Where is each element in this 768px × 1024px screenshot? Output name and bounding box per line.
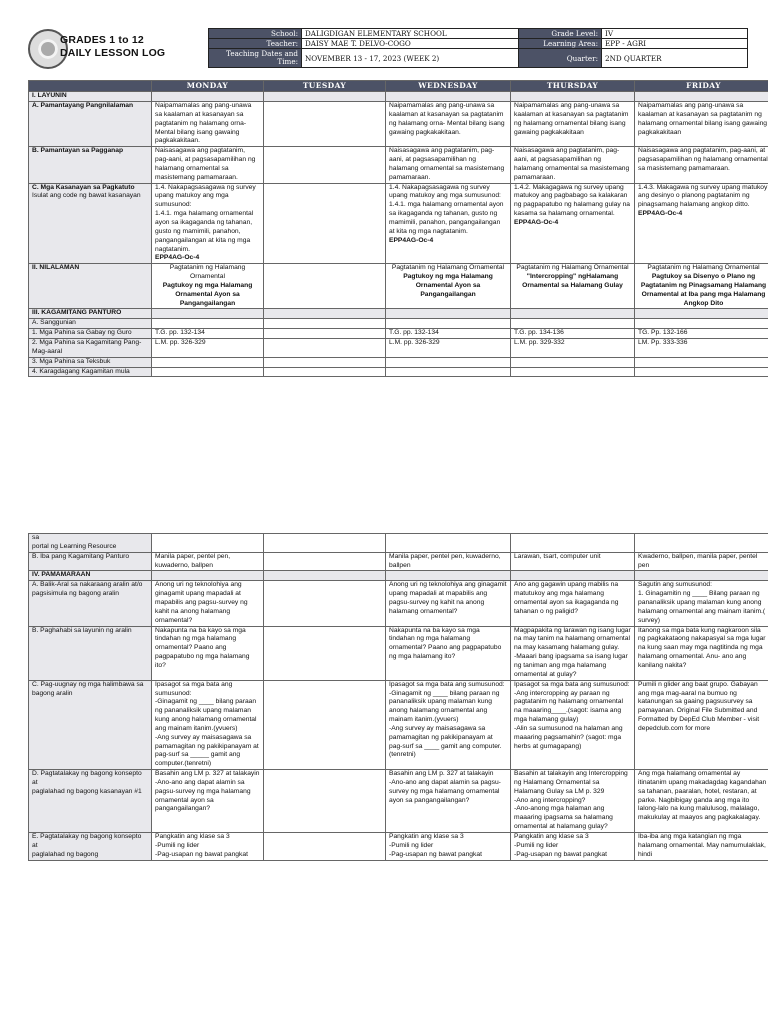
row-label-text: A. Balik-Aral sa nakaraang aralin at/o pagsisimula ng bagong aralin xyxy=(32,581,143,598)
row-label-text: 2. Mga Pahina sa Kagamitang Pang- Mag-aaral xyxy=(32,339,142,355)
cell-monday xyxy=(152,680,264,769)
row-label-text: sa portal ng Learning Resource xyxy=(32,534,117,550)
cell-text: LM. Pp. 333-336 xyxy=(638,339,688,347)
day-header-friday: FRIDAY xyxy=(635,81,768,92)
table-row xyxy=(29,102,768,147)
section-label: I. LAYUNIN xyxy=(29,92,152,102)
cell-thursday xyxy=(511,319,635,329)
row-label-text: 1. Mga Pahina sa Gabay ng Guro xyxy=(32,329,132,337)
row-label-text: B. Paghahabi sa layunin ng aralin xyxy=(32,626,132,634)
cell-text: Naipamamalas ang pang-unawa sa kaalaman at kasanayan sa pagtatanim ng halamang orna- Mental bilang isang gawaing pagkakakitaan. xyxy=(389,102,505,136)
content-subtopic: Pagtukoy ng mga Halamang Ornamental Ayon sa Pangangailangan xyxy=(162,281,253,307)
cell-thursday xyxy=(511,833,635,861)
cell-text: 1.4.2. Makagagawa ng survey upang matukoy ang pagbabago sa kalakaran ng pagpapatubo ng halamang gulay na kasama sa halamang ornamental. xyxy=(514,183,631,218)
row-label xyxy=(29,534,152,553)
cell-text: Iba-iba ang mga katangian ng mga halamang ornamental. May namumulaklak, hindi xyxy=(638,833,766,858)
cell-tuesday xyxy=(264,680,386,769)
cell-text: Naisasagawa ang pagtatanim, pag-aani, at pagsasapamilihan ng halamang ornamental sa masistemang pamamaraan. xyxy=(389,147,505,181)
cell-text: Naipamamalas ang pang-unawa sa kaalaman at kasanayan sa pagtatanim ng halamang ornamental bilang isang gawaing pagkakakitaan xyxy=(514,102,629,136)
content-subtopic: Pagtukoy sa Disenyo o Plano ng Pagtatanim ng Pinagsamang Halamang Ornamental at Iba pang mga Halamang Angkop Dito xyxy=(640,273,767,307)
cell-wednesday xyxy=(386,339,511,358)
row-label xyxy=(29,319,152,329)
row-label-text: C. Mga Kasanayan sa Pagkatuto xyxy=(32,183,135,191)
cell-tuesday xyxy=(264,102,386,147)
table-row xyxy=(29,534,768,553)
cell-text: Naipamamalas ang pang-unawa sa kaalaman at kasanayan sa pagtatanim ng halamang orna- Mental bilang isang gawaing pagkakakitaan. xyxy=(155,102,252,145)
cell-thursday xyxy=(511,770,635,833)
competency-code: EPP4AG-Oc-4 xyxy=(514,218,559,226)
cell-text: Ang mga halamang ornamental ay itinatanim upang makadagdag kagandahan sa tahanan, paaralan, hotel, restaran, at parke. Nagbibigay ganda ang mga ito lalong-lalo na kung malulusog, malalago, makukulay at maayos ang pagkakalagay. xyxy=(638,770,767,822)
section-blank-cell xyxy=(264,309,386,319)
grade-level-label: Grade Level: xyxy=(519,29,602,39)
cell-monday xyxy=(152,357,264,367)
cell-text: 1.4.3. Makagawa ng survey upang matukoy ang desinyo o planong pagtatanim ng pinagsamang halamang angkop ditto. xyxy=(638,183,768,209)
cell-friday xyxy=(635,626,768,680)
cell-tuesday xyxy=(264,552,386,571)
cell-text: Ipasagot sa mga bata ang sumusunod: -Ang intercropping ay paraan ng pagtatanim ng halamang ornamental na maaaring____.(sagot: isama ang mga halamang gulay) -Alin sa sumusunod na halaman ang maaaring pagsamahin? (sagot: mga herbs at gumagapang) xyxy=(514,680,630,750)
cell-tuesday xyxy=(264,367,386,377)
cell-monday xyxy=(152,770,264,833)
cell-monday xyxy=(152,147,264,183)
section-label: III. KAGAMITANG PANTURO xyxy=(29,309,152,319)
row-label xyxy=(29,367,152,377)
cell-monday xyxy=(152,329,264,339)
learning-area-value: EPP - AGRI xyxy=(602,39,748,49)
section-blank-cell xyxy=(635,571,768,581)
cell-thursday xyxy=(511,102,635,147)
cell-thursday xyxy=(511,626,635,680)
cell-text: T.G. pp. 132-134 xyxy=(155,329,205,337)
cell-wednesday xyxy=(386,626,511,680)
section-label: II. NILALAMAN xyxy=(29,264,152,309)
title-grades: GRADES 1 to 12 xyxy=(60,34,144,46)
grade-level-value: IV xyxy=(602,29,748,39)
cell-tuesday xyxy=(264,581,386,626)
cell-text: Nakapunta na ba kayo sa mga tindahan ng mga halamang ornamental? Paano ang pagpapatubo ng mga halamang ito? xyxy=(389,626,502,661)
cell-text: Pangkatin ang klase sa 3 -Pumili ng lider -Pag-usapan ng bawat pangkat xyxy=(514,833,607,858)
table-row xyxy=(29,833,768,861)
row-label-text: B. Pamantayan sa Pagganap xyxy=(32,147,124,155)
cell-wednesday xyxy=(386,329,511,339)
cell-text: Naisasagawa ang pagtatanim, pag-aani, at pagsasapamilihan ng halamang ornamental sa masistemang pamamaraan. xyxy=(638,147,768,172)
cell-friday xyxy=(635,552,768,571)
cell-friday xyxy=(635,534,768,553)
cell-thursday xyxy=(511,183,635,264)
cell-thursday xyxy=(511,367,635,377)
table-row xyxy=(29,264,768,309)
row-label-text: 4. Karagdagang Kagamitan mula xyxy=(32,367,130,375)
row-label xyxy=(29,357,152,367)
section-blank-cell xyxy=(511,309,635,319)
table-row xyxy=(29,339,768,358)
cell-text: Basahin at talakayin ang Intercropping ng Halamang Ornamental sa Halamang Gulay sa LM p. 329 -Ano ang intercropping? -Ano-anong mga halaman ang maaaring ipagsama sa halamang ornamental at halamang gulay? xyxy=(514,770,628,831)
table-row xyxy=(29,770,768,833)
table-row xyxy=(29,367,768,377)
cell-tuesday xyxy=(264,770,386,833)
day-header-wednesday: WEDNESDAY xyxy=(386,81,511,92)
row-label-text: A. Pamantayang Pangnilalaman xyxy=(32,102,134,109)
cell-text: Magpapakita ng larawan ng isang lugar na may tanim na halamang ornamental na may kasamang halamang gulay. -Maaari bang ipagsama sa isang lugar ng taniman ang mga halamang ornamental at gulay? xyxy=(514,626,631,678)
quarter-value: 2ND QUARTER xyxy=(602,49,748,68)
cell-thursday xyxy=(511,329,635,339)
cell-thursday xyxy=(511,552,635,571)
cell-text: L.M. pp. 326-329 xyxy=(389,339,440,347)
section-blank-cell xyxy=(152,309,264,319)
day-header-tuesday: TUESDAY xyxy=(264,81,386,92)
row-label xyxy=(29,552,152,571)
content-subtopic: "Intercropping" ngHalamang Ornamental sa Halamang Gulay xyxy=(522,273,623,289)
lesson-log-header xyxy=(28,28,768,76)
content-cell-monday xyxy=(152,264,264,309)
cell-wednesday xyxy=(386,367,511,377)
content-cell-tuesday xyxy=(264,264,386,309)
cell-friday xyxy=(635,770,768,833)
cell-text: TG. Pp. 132-166 xyxy=(638,329,688,337)
lesson-table-page2 xyxy=(28,533,768,861)
cell-text: Naipamamalas ang pang-unawa sa kaalaman at kasanayan sa pagtatanim ng halamang ornamental bilang isang gawaing pagkakakitaan xyxy=(638,102,768,136)
day-header-blank xyxy=(29,81,152,92)
cell-friday xyxy=(635,833,768,861)
cell-tuesday xyxy=(264,626,386,680)
cell-text: Larawan, tsart, computer unit xyxy=(514,552,601,560)
cell-tuesday xyxy=(264,339,386,358)
section-blank-cell xyxy=(152,92,264,102)
cell-text: Itanong sa mga bata kung nagkaroon sila ng pagkakataong nakapasyal sa mga lugar na kung saan may mga nagtitinda ng mga halamang ornamental. Anu- ano ang kanilang nakita? xyxy=(638,626,766,669)
section-blank-cell xyxy=(511,571,635,581)
row-label xyxy=(29,626,152,680)
cell-wednesday xyxy=(386,102,511,147)
cell-friday xyxy=(635,102,768,147)
cell-text: Pangkatin ang klase sa 3 -Pumili ng lider -Pag-usapan ng bawat pangkat xyxy=(155,833,248,858)
cell-text: Naisasagawa ang pagtatanim, pag-aani, at pagsasapamilihan ng halamang ornamental sa masistemang pamamaraan. xyxy=(155,147,256,181)
cell-text: 1.4. Nakapagsasagawa ng survey upang matukoy ang mga sumusunod: 1.4.1. mga halamang ornamental ayon sa ikagaganda ng tahanan, gusto ng mamimili, panahon, pangangailangan at kita ng mga nagtatanim. xyxy=(389,183,504,235)
cell-tuesday xyxy=(264,329,386,339)
cell-monday xyxy=(152,581,264,626)
section-blank-cell xyxy=(386,92,511,102)
section-blank-cell xyxy=(264,571,386,581)
quarter-label: Quarter: xyxy=(519,49,602,68)
competency-code: EPP4AG-Oc-4 xyxy=(389,236,434,244)
cell-friday xyxy=(635,319,768,329)
cell-wednesday xyxy=(386,680,511,769)
row-label xyxy=(29,581,152,626)
cell-text: Basahin ang LM p. 327 at talakayin -Ano-ano ang dapat alamin sa pagsu-survey ng mga halamang ornamental ayon sa pangangailangan? xyxy=(389,770,501,804)
cell-text: L.M. pp. 326-329 xyxy=(155,339,206,347)
table-row xyxy=(29,329,768,339)
table-row xyxy=(29,626,768,680)
cell-monday xyxy=(152,833,264,861)
content-cell-friday xyxy=(635,264,768,309)
cell-friday xyxy=(635,339,768,358)
cell-friday xyxy=(635,581,768,626)
section-blank-cell xyxy=(635,309,768,319)
cell-thursday xyxy=(511,534,635,553)
table-row xyxy=(29,581,768,626)
row-label-subtext: Isulat ang code ng bawat kasanayan xyxy=(32,192,141,200)
cell-thursday xyxy=(511,581,635,626)
cell-monday xyxy=(152,534,264,553)
teaching-dates-label: Teaching Dates and Time: xyxy=(209,49,302,68)
table-row xyxy=(29,183,768,264)
cell-text: 1.4. Nakapagsasagawa ng survey upang matukoy ang mga sumusunod: 1.4.1. mga halamang ornamental ayon sa ikagaganda ng tahanan, gusto ng mamimili, panahon, pangangailangan at kita ng mga nagtatanim. xyxy=(155,183,256,253)
table-row xyxy=(29,309,768,319)
cell-monday xyxy=(152,552,264,571)
cell-text: Ipasagot sa mga bata ang sumusunod: -Ginagamit ng ____ bilang paraan ng pananaliksik upang malaman kung anong halamang ornamental ang mainam itanim.(yvuers) -Ang survey ay maisasagawa sa pamamagitan ng pakikipanayam at pag-surf sa _____ gamit ang computer.(tenretni) xyxy=(155,680,259,768)
cell-text: Naisasagawa ang pagtatanim, pag-aani, at pagsasapamilihan ng halamang ornamental sa masistemang pamamaraan. xyxy=(514,147,630,181)
cell-text: Ipasagot sa mga bata ang sumusunod: -Ginagamit ng ____ bilang paraan ng pananaliksik upang malaman kung anong halamang ornamental ang mainam itanim.(yvuers) -Ang survey ay maisasagawa sa pamamagitan ng pakikipanayam at pag-surf sa ____ gamit ang computer. (tenretni) xyxy=(389,680,505,759)
content-topic: Pagtatanim ng Halamang Ornamental xyxy=(169,264,246,281)
teacher-label: Teacher: xyxy=(209,39,302,49)
row-label xyxy=(29,329,152,339)
cell-text: Ano ang gagawin upang mabilis na matutukoy ang mga halamang ornamental ayon sa ikagaganda ng tahanan o ng paligid? xyxy=(514,581,619,615)
row-label xyxy=(29,770,152,833)
row-label-text: E. Pagtatalakay ng bagong konsepto at paglalahad ng bagong xyxy=(32,833,142,858)
cell-wednesday xyxy=(386,319,511,329)
section-blank-cell xyxy=(264,92,386,102)
cell-text: L.M. pp. 329-332 xyxy=(514,339,565,347)
row-label-text: A. Sanggunian xyxy=(32,319,76,327)
cell-monday xyxy=(152,626,264,680)
cell-tuesday xyxy=(264,147,386,183)
cell-text: Anong uri ng teknolohiya ang ginagamit upang mapadali at mapabilis ang pagsu-survey ng kahit na anong halamang ornamental? xyxy=(155,581,248,624)
school-label: School: xyxy=(209,29,302,39)
section-label: IV. PAMAMARAAN xyxy=(29,571,152,581)
cell-monday xyxy=(152,102,264,147)
row-label-text: D. Pagtatalakay ng bagong konsepto at paglalahad ng bagong kasanayan #1 xyxy=(32,770,142,795)
row-label xyxy=(29,183,152,264)
title-daily-lesson-log: DAILY LESSON LOG xyxy=(60,47,166,59)
cell-tuesday xyxy=(264,183,386,264)
cell-friday xyxy=(635,329,768,339)
table-row xyxy=(29,680,768,769)
cell-wednesday xyxy=(386,581,511,626)
competency-code: EPP4AG-Oc-4 xyxy=(155,254,200,262)
section-blank-cell xyxy=(152,571,264,581)
section-blank-cell xyxy=(511,92,635,102)
content-cell-wednesday xyxy=(386,264,511,309)
cell-text: Pangkatin ang klase sa 3 -Pumili ng lider -Pag-usapan ng bawat pangkat xyxy=(389,833,482,858)
table-row xyxy=(29,571,768,581)
day-header-row xyxy=(29,81,768,92)
cell-friday xyxy=(635,147,768,183)
cell-friday xyxy=(635,680,768,769)
row-label-text: C. Pag-uugnay ng mga halimbawa sa bagong aralin xyxy=(32,680,144,697)
cell-text: Sagutin ang sumusunod: 1. Ginagamitin ng ____ Bilang paraan ng pananaliksik upang malaman kung anong halamang ornamental ang mainam itanim.( survey) xyxy=(638,581,766,624)
table-row xyxy=(29,357,768,367)
cell-thursday xyxy=(511,147,635,183)
section-blank-cell xyxy=(386,309,511,319)
cell-thursday xyxy=(511,680,635,769)
row-label xyxy=(29,833,152,861)
row-label-text: B. Iba pang Kagamitang Panturo xyxy=(32,552,130,560)
row-label xyxy=(29,680,152,769)
school-value: DALIGDIGAN ELEMENTARY SCHOOL xyxy=(302,29,519,39)
header-info-table xyxy=(208,28,748,68)
row-label xyxy=(29,102,152,147)
lesson-table-page1 xyxy=(28,80,768,377)
day-header-thursday: THURSDAY xyxy=(511,81,635,92)
cell-thursday xyxy=(511,357,635,367)
cell-monday xyxy=(152,339,264,358)
table-row xyxy=(29,319,768,329)
row-label xyxy=(29,339,152,358)
cell-friday xyxy=(635,183,768,264)
cell-tuesday xyxy=(264,319,386,329)
cell-monday xyxy=(152,183,264,264)
cell-wednesday xyxy=(386,357,511,367)
row-label-text: 3. Mga Pahina sa Teksbuk xyxy=(32,357,111,365)
cell-tuesday xyxy=(264,833,386,861)
cell-thursday xyxy=(511,339,635,358)
cell-wednesday xyxy=(386,183,511,264)
cell-text: Basahin ang LM p. 327 at talakayin -Ano-ano ang dapat alamin sa pagsu-survey ng mga halamang ornamental ayon sa pangangailangan? xyxy=(155,770,260,813)
content-topic: Pagtatanim ng Halamang Ornamental xyxy=(516,264,629,272)
cell-wednesday xyxy=(386,770,511,833)
cell-text: Nakapunta na ba kayo sa mga tindahan ng mga halamang ornamental? Paano ang pagpapatubo ng mga halamang ito? xyxy=(155,626,250,669)
cell-text: Pumili n glider ang baat grupo. Gabayan ang mga mag-aaral na bumuo ng katanungan sa gaaing pagsusurvey sa pamayanan. Original File Submitted and Formatted by DepEd Club Member - visit depedclub.com for more xyxy=(638,680,760,732)
cell-wednesday xyxy=(386,147,511,183)
section-blank-cell xyxy=(635,92,768,102)
cell-wednesday xyxy=(386,534,511,553)
learning-area-label: Learning Area: xyxy=(519,39,602,49)
table-row xyxy=(29,92,768,102)
content-subtopic: Pagtukoy ng mga Halamang Ornamental Ayon sa Pangangailangan xyxy=(403,273,493,298)
cell-friday xyxy=(635,357,768,367)
cell-friday xyxy=(635,367,768,377)
cell-text: Manila paper, pentel pen, kuwaderno, ballpen xyxy=(389,552,501,569)
content-topic: Pagtatanim ng Halamang Ornamental xyxy=(391,264,505,272)
teacher-value: DAISY MAE T. DELVO-COGO xyxy=(302,39,519,49)
competency-code: EPP4AG-Oc-4 xyxy=(638,210,683,218)
table-row xyxy=(29,552,768,571)
cell-monday xyxy=(152,367,264,377)
cell-text: Manila paper, pentel pen, kuwaderno, ballpen xyxy=(155,552,231,569)
cell-text: Anong uri ng teknolohiya ang ginagamit upang mapadali at mapabilis ang pagsu-survey ng kahit na anong halamang ornamental? xyxy=(389,581,507,615)
cell-wednesday xyxy=(386,552,511,571)
content-topic: Pagtatanim ng Halamang Ornamental xyxy=(647,264,760,272)
cell-tuesday xyxy=(264,534,386,553)
row-label xyxy=(29,147,152,183)
cell-wednesday xyxy=(386,833,511,861)
cell-monday xyxy=(152,319,264,329)
cell-text: T.G. pp. 132-134 xyxy=(389,329,439,337)
section-blank-cell xyxy=(386,571,511,581)
table-row xyxy=(29,147,768,183)
cell-text: T.G. pp. 134-136 xyxy=(514,329,564,337)
cell-tuesday xyxy=(264,357,386,367)
teaching-dates-value: NOVEMBER 13 - 17, 2023 (WEEK 2) xyxy=(302,49,519,68)
cell-text: Kwaderno, ballpen, manila paper, pentel pen xyxy=(638,552,758,569)
day-header-monday: MONDAY xyxy=(152,81,264,92)
content-cell-thursday xyxy=(511,264,635,309)
